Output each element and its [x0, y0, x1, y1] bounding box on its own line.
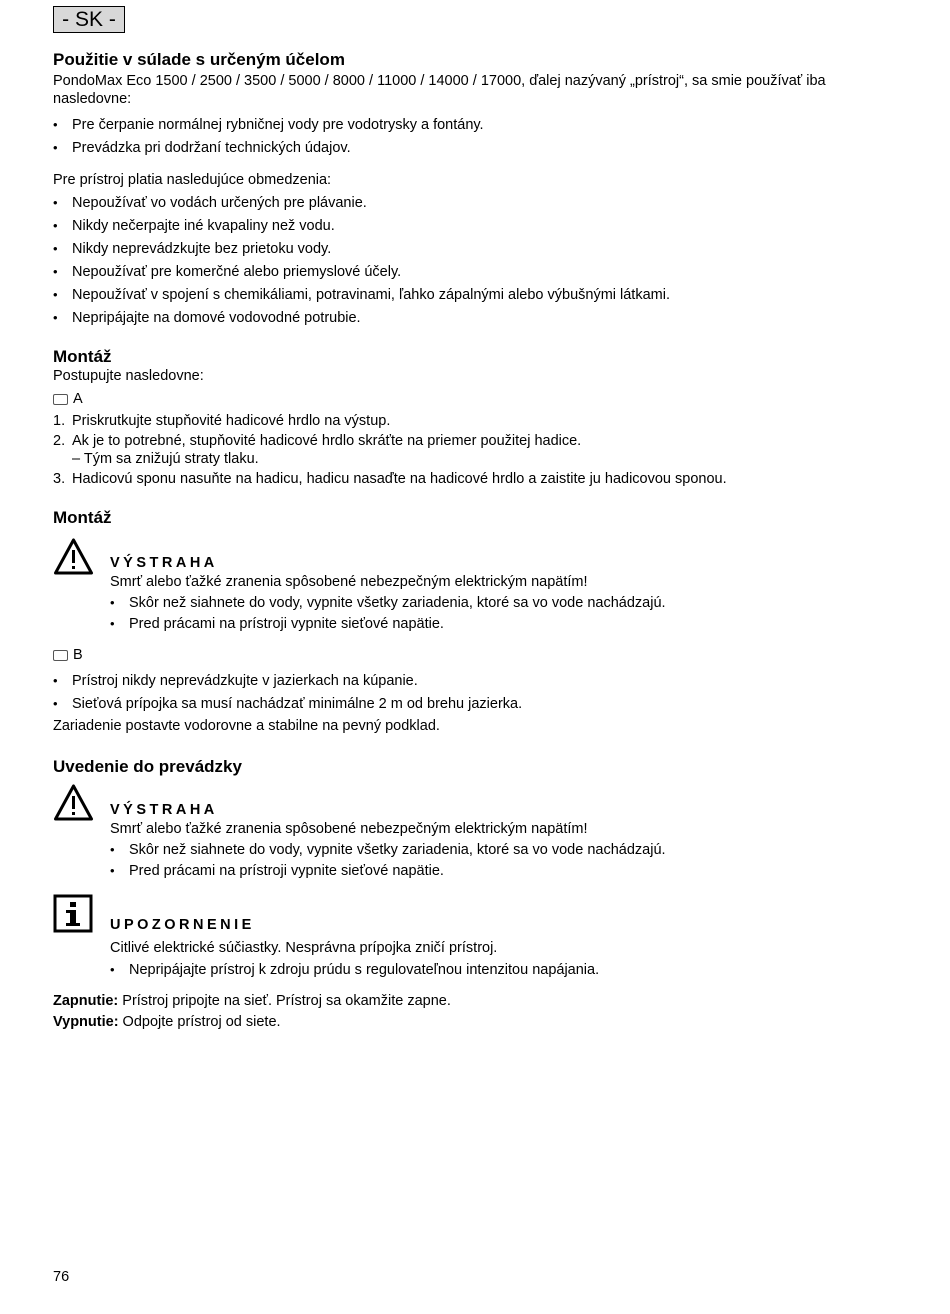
warning-block [53, 537, 893, 633]
warning-list [110, 594, 893, 633]
figure-ref-b [53, 646, 893, 664]
switch-on-label: Zapnutie: [53, 993, 119, 1009]
step-sub-note: – Tým sa znižujú straty tlaku. [72, 451, 259, 467]
assembly-intro: Postupujte nasledovne: [53, 368, 204, 384]
heading-assembly: Montáž [53, 347, 112, 366]
list-item: • Sieťová prípojka sa musí nachádzať minimálne 2 m od brehu jazierka. [53, 695, 893, 713]
intended-use-intro: PondoMax Eco 1500 / 2500 / 3500 / 5000 / 8000 / 11000 / 14000 / 17000, ďalej nazývaný „prístroj“, sa smie používať iba nasledovne: [53, 73, 826, 107]
intended-use-list [53, 116, 893, 157]
installation-list [53, 672, 893, 713]
step-number: 2. [53, 433, 66, 449]
assembly-steps [53, 412, 893, 488]
warning-text: Smrť alebo ťažké zranenia spôsobené nebezpečným elektrickým napätím! [110, 574, 588, 590]
installation-closing: Zariadenie postavte vodorovne a stabilne na pevný podklad. [53, 718, 440, 734]
list-item: • Pred prácami na prístroji vypnite sieťové napätie. [110, 615, 893, 633]
step-text: Hadicovú sponu nasuňte na hadicu, hadicu nasaďte na hadicové hrdlo a zaistite ju hadicovou sponou. [72, 471, 727, 487]
list-item: • Nepoužívať pre komerčné alebo priemyslové účely. [53, 263, 893, 281]
switch-off-text: Odpojte prístroj od siete. [118, 1014, 281, 1030]
figure-box-icon [53, 650, 68, 661]
caution-title: UPOZORNENIE [110, 917, 255, 933]
language-tag: - SK - [53, 6, 125, 33]
step-number: 1. [53, 413, 66, 429]
warning-title: VÝSTRAHA [110, 802, 218, 818]
info-icon [53, 894, 94, 934]
switch-on-line [53, 992, 893, 1010]
list-item: • Prevádzka pri dodržaní technických údajov. [53, 139, 893, 157]
caution-block [53, 894, 893, 979]
warning-triangle-icon [53, 783, 94, 823]
list-item: • Skôr než siahnete do vody, vypnite všetky zariadenia, ktoré sa vo vode nachádzajú. [110, 594, 893, 612]
warning-title: VÝSTRAHA [110, 555, 218, 571]
warning-triangle-icon [53, 537, 94, 577]
switch-off-line [53, 1013, 893, 1031]
switch-on-text: Prístroj pripojte na sieť. Prístroj sa okamžite zapne. [118, 993, 451, 1009]
list-item: • Nikdy neprevádzkujte bez prietoku vody. [53, 240, 893, 258]
figure-ref-label: B [73, 647, 83, 663]
manual-page [53, 6, 893, 1031]
list-item: • Pred prácami na prístroji vypnite sieťové napätie. [110, 862, 893, 880]
switch-off-label: Vypnutie: [53, 1014, 119, 1030]
warning-list [110, 841, 893, 880]
list-item: • Pre čerpanie normálnej rybničnej vody pre vodotrysky a fontány. [53, 116, 893, 134]
caution-list [110, 961, 893, 979]
step-item [53, 432, 893, 450]
step-text: Priskrutkujte stupňovité hadicové hrdlo na výstup. [72, 413, 391, 429]
warning-text: Smrť alebo ťažké zranenia spôsobené nebezpečným elektrickým napätím! [110, 821, 588, 837]
step-item [53, 470, 893, 488]
list-item: • Skôr než siahnete do vody, vypnite všetky zariadenia, ktoré sa vo vode nachádzajú. [110, 841, 893, 859]
step-item [53, 412, 893, 430]
list-item: • Prístroj nikdy neprevádzkujte v jazierkach na kúpanie. [53, 672, 893, 690]
page-number: 76 [53, 1269, 70, 1285]
restrictions-intro: Pre prístroj platia nasledujúce obmedzenia: [53, 172, 332, 188]
figure-ref-a [53, 390, 893, 408]
step-number: 3. [53, 471, 66, 487]
caution-text: Citlivé elektrické súčiastky. Nesprávna prípojka zničí prístroj. [110, 940, 498, 956]
list-item: • Nepoužívať vo vodách určených pre plávanie. [53, 194, 893, 212]
list-item: • Nepripájajte prístroj k zdroju prúdu s regulovateľnou intenzitou napájania. [110, 961, 893, 979]
list-item: • Nepoužívať v spojení s chemikáliami, potravinami, ľahko zápalnými alebo výbušnými látkami. [53, 286, 893, 304]
figure-ref-label: A [73, 391, 83, 407]
heading-intended-use: Použitie v súlade s určeným účelom [53, 50, 345, 69]
list-item: • Nepripájajte na domové vodovodné potrubie. [53, 309, 893, 327]
heading-installation: Montáž [53, 508, 112, 527]
figure-box-icon [53, 394, 68, 405]
restrictions-list [53, 194, 893, 327]
step-text: Ak je to potrebné, stupňovité hadicové hrdlo skráťte na priemer použitej hadice. [72, 433, 582, 449]
heading-commissioning: Uvedenie do prevádzky [53, 757, 242, 776]
list-item: • Nikdy nečerpajte iné kvapaliny než vodu. [53, 217, 893, 235]
warning-block [53, 783, 893, 880]
